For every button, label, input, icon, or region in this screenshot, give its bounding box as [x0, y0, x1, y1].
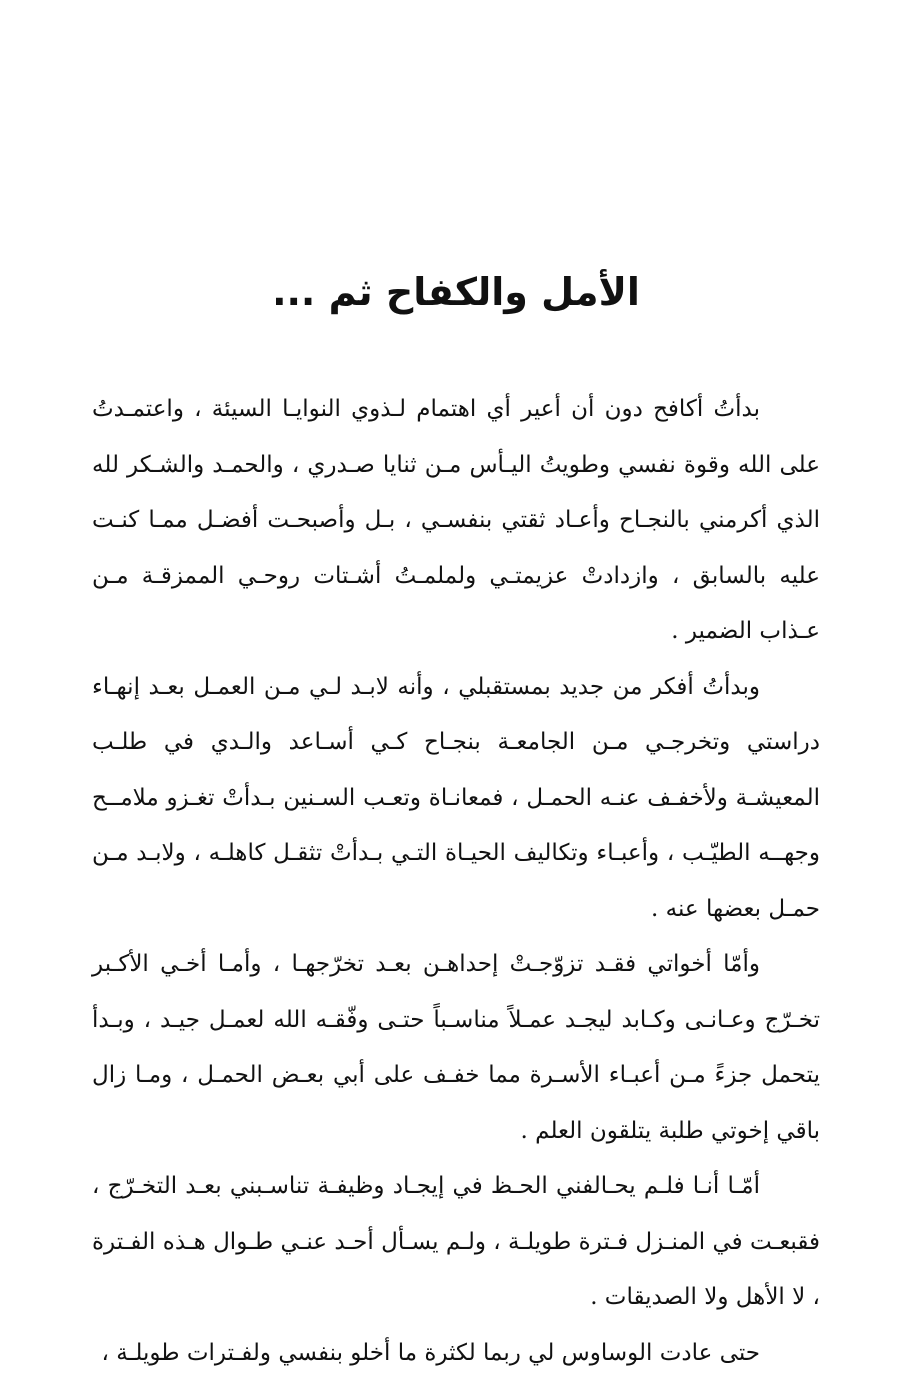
paragraph-5: حتى عادت الوساوس لي ربما لكثرة ما أخلو بنفسي ولفـترات طويلـة ، — [92, 1326, 820, 1381]
chapter-body — [92, 382, 820, 1381]
paragraph-3: وأمّا أخواتي فقـد تزوّجـتْ إحداهـن بعـد تخرّجهـا ، وأمـا أخـي الأكـبر تخـرّج وعـانـى وكـابد ليجـد عمـلاً مناسـباً حتـى وفّقـه الله لعمـل جيـد ، وبـدأ يتحمل جزءً مـن أعبـاء الأسـرة مما خفـف على أبي بعـض الحمـل ، ومـا زال باقي إخوتي طلبة يتلقون العلم . — [92, 937, 820, 1159]
chapter-title: الأمل والكفاح ثم ... — [0, 262, 912, 322]
paragraph-4: أمّـا أنـا فلـم يحـالفني الحـظ في إيجـاد وظيفـة تناسـبني بعـد التخـرّج ، فقبعـت في المنـزل فـترة طويلـة ، ولـم يسـأل أحـد عنـي طـوال هـذه الفـترة ، لا الأهل ولا الصديقات . — [92, 1159, 820, 1326]
paragraph-2: وبدأتُ أفكر من جديد بمستقبلي ، وأنه لابـد لـي مـن العمـل بعـد إنهـاء دراستي وتخرجـي مـن الجامعـة بنجـاح كـي أسـاعد والـدي في طلـب المعيشـة ولأخفـف عنـه الحمـل ، فمعانـاة وتعـب السـنين بـدأتْ تغـزو ملامــح وجهــه الطيّـب ، وأعبـاء وتكاليف الحيـاة التـي بـدأتْ تثقـل كاهلـه ، ولابـد مـن حمـل بعضها عنه . — [92, 660, 820, 938]
paragraph-1: بدأتُ أكافح دون أن أعير أي اهتمام لـذوي النوايـا السيئة ، واعتمـدتُ على الله وقوة نفسي وطويتُ اليـأس مـن ثنايا صـدري ، والحمـد والشـكر لله الذي أكرمني بالنجـاح وأعـاد ثقتي بنفسـي ، بـل وأصبحـت أفضـل ممـا كنـت عليه بالسابق ، وازدادتْ عزيمتـي ولملمـتُ أشـتات روحـي الممزقـة مـن عـذاب الضمير . — [92, 382, 820, 660]
